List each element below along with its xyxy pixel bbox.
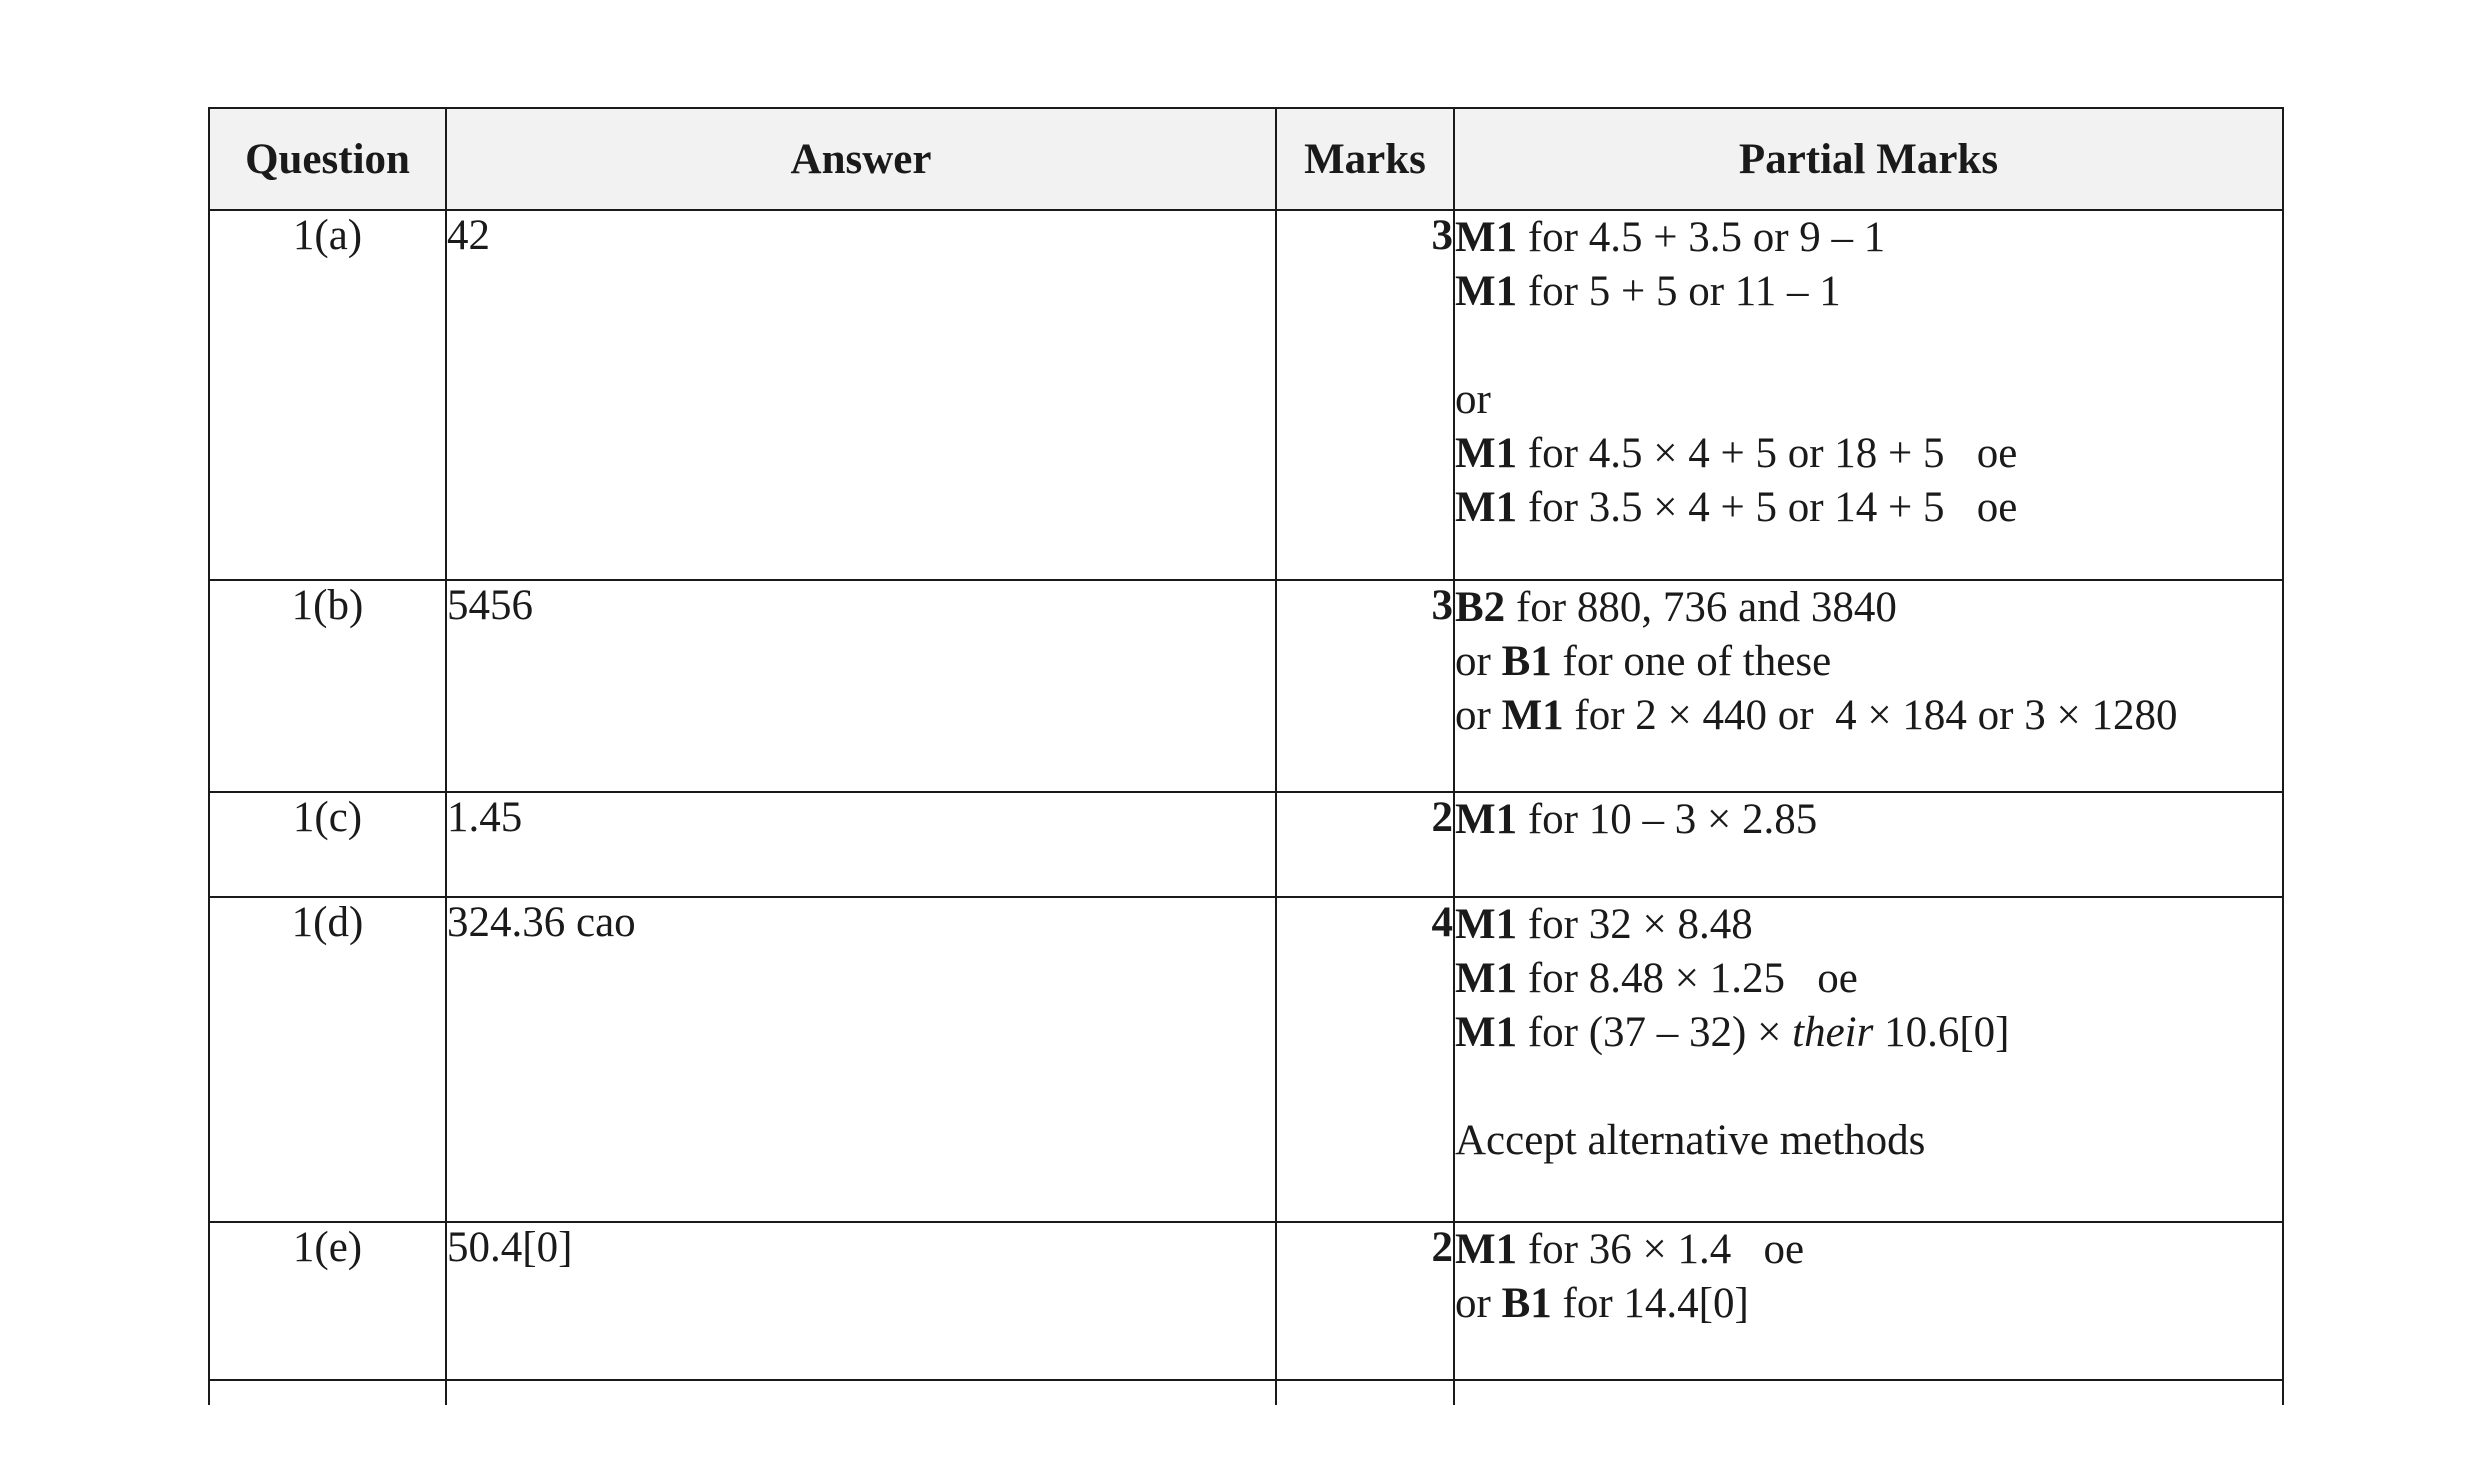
answer-cell: 50.4[0] bbox=[446, 1222, 1276, 1380]
marks-cell: 3 bbox=[1276, 210, 1454, 580]
partial-mark-text: for 5 + 5 or 11 – 1 bbox=[1517, 268, 1841, 315]
partial-mark-line bbox=[1455, 319, 2282, 373]
partial-mark-line bbox=[1455, 898, 2282, 952]
empty-cell bbox=[1276, 1380, 1454, 1405]
answer-cell: 5456 bbox=[446, 580, 1276, 792]
partial-mark-text: for 36 × 1.4 oe bbox=[1517, 1226, 1805, 1273]
partial-mark-prefix: or bbox=[1455, 692, 1502, 739]
partial-mark-text: for 2 × 440 or 4 × 184 or 3 × 1280 bbox=[1563, 692, 2178, 739]
empty-cell bbox=[1454, 1380, 2283, 1405]
mark-code: M1 bbox=[1455, 901, 1518, 948]
mark-code: B2 bbox=[1455, 584, 1506, 631]
header-partial-marks: Partial Marks bbox=[1454, 108, 2283, 210]
table-row bbox=[209, 897, 2283, 1222]
partial-mark-prefix: or bbox=[1455, 638, 1502, 685]
partial-mark-line bbox=[1455, 1223, 2282, 1277]
partial-mark-text: for 32 × 8.48 bbox=[1517, 901, 1753, 948]
continuation-row bbox=[209, 1380, 2283, 1405]
partial-marks-cell bbox=[1454, 1222, 2283, 1380]
partial-mark-line bbox=[1455, 581, 2282, 635]
mark-code: M1 bbox=[1455, 955, 1518, 1002]
question-cell: 1(b) bbox=[209, 580, 446, 792]
partial-mark-line bbox=[1455, 211, 2282, 265]
partial-mark-text: for one of these bbox=[1551, 638, 1832, 685]
mark-code: M1 bbox=[1455, 430, 1518, 477]
partial-mark-line bbox=[1455, 1114, 2282, 1168]
partial-mark-text: for 4.5 + 3.5 or 9 – 1 bbox=[1517, 214, 1886, 261]
question-cell: 1(c) bbox=[209, 792, 446, 897]
partial-mark-italic: their bbox=[1792, 1009, 1874, 1056]
table-row bbox=[209, 1222, 2283, 1380]
partial-mark-text: for 10 – 3 × 2.85 bbox=[1517, 796, 1818, 843]
empty-cell bbox=[209, 1380, 446, 1405]
partial-mark-prefix: or bbox=[1455, 376, 1491, 423]
answer-cell: 42 bbox=[446, 210, 1276, 580]
header-answer: Answer bbox=[446, 108, 1276, 210]
partial-mark-line bbox=[1455, 481, 2282, 535]
partial-mark-line bbox=[1455, 635, 2282, 689]
marks-cell: 4 bbox=[1276, 897, 1454, 1222]
mark-code: B1 bbox=[1501, 1280, 1552, 1327]
answer-cell: 324.36 cao bbox=[446, 897, 1276, 1222]
partial-mark-line bbox=[1455, 1277, 2282, 1331]
partial-mark-text: for 8.48 × 1.25 oe bbox=[1517, 955, 1858, 1002]
partial-mark-suffix: 10.6[0] bbox=[1873, 1009, 2010, 1056]
mark-code: M1 bbox=[1455, 1226, 1518, 1273]
header-question: Question bbox=[209, 108, 446, 210]
mark-code: M1 bbox=[1455, 796, 1518, 843]
partial-mark-line bbox=[1455, 427, 2282, 481]
empty-cell bbox=[446, 1380, 1276, 1405]
partial-mark-text: for 880, 736 and 3840 bbox=[1505, 584, 1897, 631]
partial-mark-text: for (37 – 32) × bbox=[1517, 1009, 1793, 1056]
header-row bbox=[209, 108, 2283, 210]
mark-code: M1 bbox=[1455, 484, 1518, 531]
partial-mark-line bbox=[1455, 1060, 2282, 1114]
mark-code: M1 bbox=[1455, 1009, 1518, 1056]
partial-mark-text: for 4.5 × 4 + 5 or 18 + 5 oe bbox=[1517, 430, 2018, 477]
partial-marks-cell bbox=[1454, 897, 2283, 1222]
partial-mark-prefix: Accept alternative methods bbox=[1455, 1117, 1926, 1164]
mark-scheme-table bbox=[208, 107, 2284, 1405]
partial-mark-line bbox=[1455, 793, 2282, 847]
marks-cell: 3 bbox=[1276, 580, 1454, 792]
partial-mark-text: for 14.4[0] bbox=[1551, 1280, 1749, 1327]
marks-cell: 2 bbox=[1276, 1222, 1454, 1380]
mark-code: M1 bbox=[1455, 268, 1518, 315]
header-marks: Marks bbox=[1276, 108, 1454, 210]
partial-mark-line bbox=[1455, 265, 2282, 319]
partial-mark-line bbox=[1455, 373, 2282, 427]
partial-mark-prefix: or bbox=[1455, 1280, 1502, 1327]
partial-mark-line bbox=[1455, 1006, 2282, 1060]
mark-code: M1 bbox=[1455, 214, 1518, 261]
partial-mark-text: for 3.5 × 4 + 5 or 14 + 5 oe bbox=[1517, 484, 2018, 531]
table-row bbox=[209, 210, 2283, 580]
table-row bbox=[209, 580, 2283, 792]
partial-marks-cell bbox=[1454, 792, 2283, 897]
answer-cell: 1.45 bbox=[446, 792, 1276, 897]
partial-marks-cell bbox=[1454, 580, 2283, 792]
question-cell: 1(d) bbox=[209, 897, 446, 1222]
mark-code: B1 bbox=[1501, 638, 1552, 685]
marks-cell: 2 bbox=[1276, 792, 1454, 897]
partial-mark-line bbox=[1455, 689, 2282, 743]
table-row bbox=[209, 792, 2283, 897]
partial-marks-cell bbox=[1454, 210, 2283, 580]
partial-mark-line bbox=[1455, 952, 2282, 1006]
mark-code: M1 bbox=[1501, 692, 1564, 739]
question-cell: 1(e) bbox=[209, 1222, 446, 1380]
question-cell: 1(a) bbox=[209, 210, 446, 580]
